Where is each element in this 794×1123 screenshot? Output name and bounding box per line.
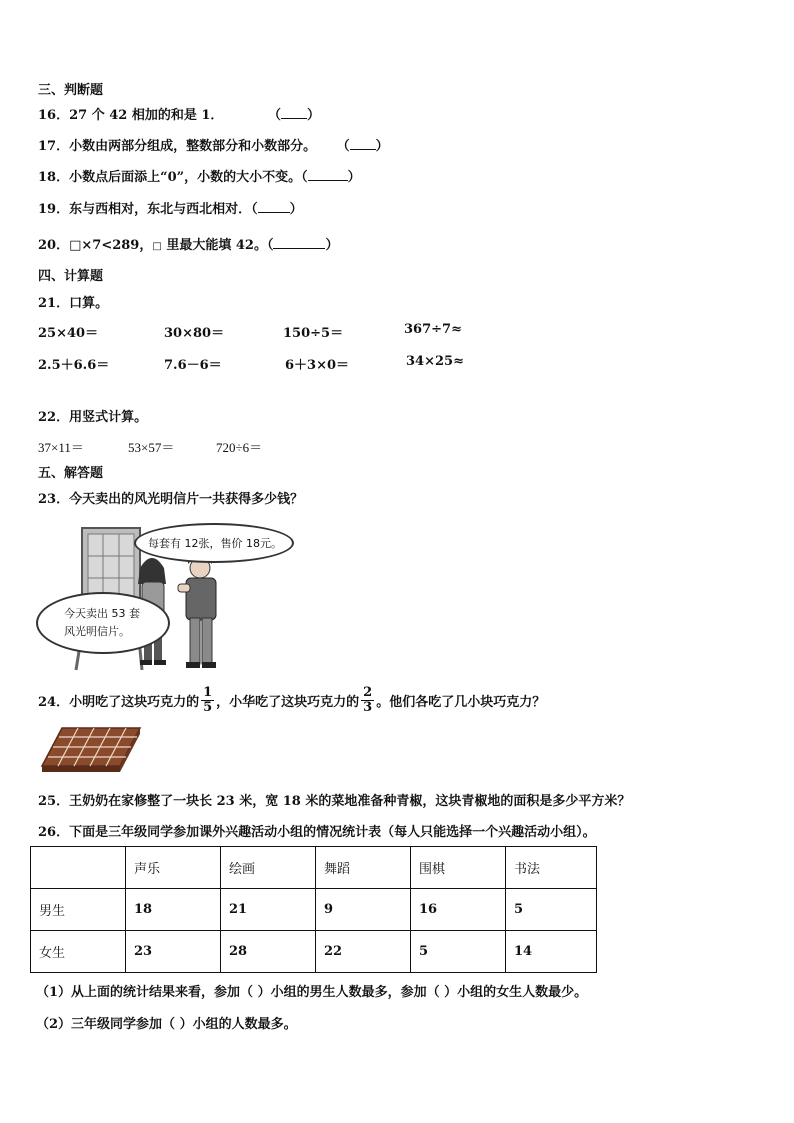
table-header-row	[31, 847, 597, 889]
table-cell: 5	[411, 931, 506, 973]
question-number: 24．	[38, 695, 70, 710]
chocolate-bar-icon	[40, 726, 142, 774]
table-cell: 14	[506, 931, 597, 973]
table-row	[31, 889, 597, 931]
question-25	[38, 790, 630, 809]
table-cell: 5	[506, 889, 597, 931]
question-text: 用竖式计算。	[69, 410, 148, 425]
question-26	[38, 821, 596, 840]
mental-math-item: 2.5＋6.6＝	[38, 358, 110, 373]
question-number: 25．	[38, 794, 70, 809]
table-cell: 18	[126, 889, 221, 931]
question-number: 22．	[38, 410, 70, 425]
speech-bubble-text: 每套有 12张，售价 18元。	[148, 537, 282, 550]
mental-math-item: 25×40＝	[38, 326, 99, 341]
question-text: 口算。	[69, 296, 109, 311]
question-text: 王奶奶在家修整了一块长 23 米，宽 18 米的菜地准备种青椒，这块青椒地的面积是多少平方米？	[69, 794, 631, 809]
question-text: 下面是三年级同学参加课外兴趣活动小组的情况统计表（每人只能选择一个兴趣活动小组）。	[69, 825, 596, 840]
answer-paren[interactable]: （ ）	[336, 139, 389, 154]
interest-group-table	[30, 846, 597, 973]
question-26-part-1: （1）从上面的统计结果来看，参加（ ）小组的男生人数最多，参加（ ）小组的女生人数最少。	[36, 985, 588, 1000]
question-text: 小数点后面添上“0”，小数的大小不变。	[69, 170, 302, 185]
box-symbol: □	[152, 241, 162, 252]
question-number: 19．	[38, 202, 70, 217]
question-18	[38, 166, 361, 185]
question-24: 24． 小明吃了这块巧克力的 $\frac{1}{5}$ ，小华吃了这块巧克力的 $\frac{2}{3}$ 。他们各吃了几小块巧克力？	[38, 685, 546, 715]
question-number: 18．	[38, 170, 70, 185]
table-header-cell: 舞蹈	[316, 847, 411, 889]
question-number: 17．	[38, 139, 70, 154]
speech-bubble-price	[134, 523, 294, 563]
answer-paren[interactable]: （ ）	[266, 238, 339, 253]
question-17	[38, 135, 389, 154]
section-heading-judgement: 三、判断题	[38, 83, 104, 98]
question-number: 26．	[38, 825, 70, 840]
vertical-calc-item: 720÷6＝	[216, 440, 263, 455]
table-cell: 28	[221, 931, 316, 973]
speech-bubble-text-line1: 今天卖出 53 套	[64, 607, 140, 620]
table-header-cell: 围棋	[411, 847, 506, 889]
table-header-cell: 绘画	[221, 847, 316, 889]
table-row	[31, 931, 597, 973]
question-text: □×7<289，	[69, 238, 153, 253]
section-heading-calculation: 四、计算题	[38, 269, 104, 284]
question-20: 20．□×7<289，□ 里最大能填 42。（ ）	[38, 238, 339, 253]
question-21	[38, 292, 108, 311]
mental-math-item: 34×25≈	[406, 354, 464, 369]
question-19	[38, 198, 303, 217]
table-row-label: 男生	[31, 889, 126, 931]
speech-bubble-text-line2: 风光明信片。	[64, 625, 130, 638]
table-cell: 9	[316, 889, 411, 931]
mental-math-item: 7.6－6＝	[164, 358, 222, 373]
fraction-two-thirds: $\frac{2}{3}$	[363, 685, 373, 715]
mental-math-item: 30×80＝	[164, 326, 225, 341]
speech-bubble-sales	[36, 592, 170, 654]
table-cell: 21	[221, 889, 316, 931]
question-text: 今天卖出的风光明信片一共获得多少钱？	[69, 492, 304, 507]
question-23	[38, 488, 303, 507]
question-text: 小明吃了这块巧克力的	[69, 695, 200, 710]
question-text: 小数由两部分组成，整数部分和小数部分。	[69, 139, 317, 154]
table-cell: 23	[126, 931, 221, 973]
table-header-cell: 书法	[506, 847, 597, 889]
mental-math-item: 367÷7≈	[404, 322, 462, 337]
question-text: 东与西相对，东北与西北相对．	[69, 202, 252, 217]
question-number: 21．	[38, 296, 70, 311]
mental-math-item: 150÷5＝	[283, 326, 344, 341]
table-cell: 16	[411, 889, 506, 931]
answer-paren[interactable]: （ ）	[251, 202, 303, 217]
question-26-part-2: （2）三年级同学参加（ ）小组的人数最多。	[36, 1017, 297, 1032]
boy-figure-icon	[178, 557, 216, 668]
question-16	[38, 104, 320, 123]
question-number: 16．	[38, 108, 70, 123]
table-header-cell	[31, 847, 126, 889]
table-header-cell: 声乐	[126, 847, 221, 889]
section-heading-solve: 五、解答题	[38, 466, 104, 481]
table-row-label: 女生	[31, 931, 126, 973]
answer-paren[interactable]: （ ）	[267, 108, 320, 123]
vertical-calc-item: 53×57＝	[128, 440, 175, 455]
question-text: 27 个 42 相加的和是 1．	[69, 108, 224, 123]
vertical-calc-item: 37×11＝	[38, 440, 84, 455]
mental-math-item: 6＋3×0＝	[285, 358, 350, 373]
question-number: 23．	[38, 492, 70, 507]
fraction-one-fifth: $\frac{1}{5}$	[203, 685, 213, 715]
answer-paren[interactable]: （ ）	[301, 170, 361, 185]
question-number: 20．	[38, 238, 70, 253]
question-22	[38, 406, 147, 425]
table-cell: 22	[316, 931, 411, 973]
